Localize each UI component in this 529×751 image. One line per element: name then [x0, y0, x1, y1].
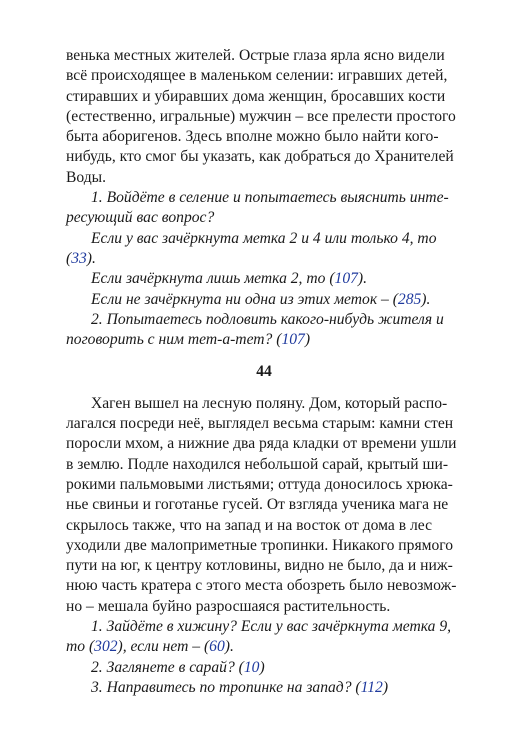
option-text: ), если нет – (	[117, 638, 210, 656]
section-line: нье свиньи и гоготанье гусей. От взгляда ученика мага не	[66, 496, 449, 514]
intro-line: нибудь, кто смог бы указать, как добраться до Хранителей	[66, 148, 454, 166]
option-a2: 2. Попытаетесь подловить какого-нибудь жителя и поговорить с ним тет-а-тет? (107)	[66, 310, 444, 349]
section-line: Хаген вышел на лесную поляну. Дом, который распо-	[91, 394, 448, 412]
section-line: нюю часть кратера с этого места обозреть было невозмож-	[66, 577, 457, 595]
section-line: уходили две малоприметные тропинки. Никакого прямого	[66, 536, 454, 554]
intro-line: (естественно, игральные) мужчин – все прелести простого	[66, 107, 456, 125]
option-text: Если у вас зачёркнута метка 2 и 4 или только 4, то	[91, 229, 437, 247]
option-a1	[66, 188, 462, 229]
section-number: 44	[256, 363, 272, 381]
section-line: рокими пальмовыми листьями; оттуда доносилось хрюка-	[66, 475, 453, 493]
section-link-60[interactable]: 60	[209, 638, 225, 656]
intro-line: стиравших и убиравших дома женщин, бросавших кости	[66, 87, 446, 105]
section-line: поросли мхом, а нижние два ряда кладки от времени ушли	[66, 435, 457, 453]
option-text: 3. Направитесь по тропинке на запад? (	[91, 678, 361, 696]
section-link-302[interactable]: 302	[94, 638, 118, 656]
option-a1-condition-3: Если не зачёркнута ни одна из этих меток – (285).	[91, 290, 431, 308]
option-text: поговорить с ним тет-а-тет? (	[66, 331, 282, 349]
section-line: лагался посреди неё, выглядел весьма старым: камни стен	[66, 415, 454, 433]
section-link-10[interactable]: 10	[243, 658, 260, 676]
section-link-285[interactable]: 285	[397, 290, 422, 308]
section-link-112[interactable]: 112	[360, 678, 383, 696]
section-line: скрылось также, что на запад и на восток от дома в лес	[66, 516, 432, 534]
intro-line: быта аборигенов. Здесь вполне можно было найти кого-	[66, 128, 439, 146]
section-paragraph	[66, 394, 462, 617]
intro-line: всё происходящее в маленьком селении: игравших детей,	[66, 67, 448, 85]
option-b3: 3. Направитесь по тропинке на запад? (112)	[91, 678, 389, 696]
intro-line: Воды.	[66, 168, 107, 186]
option-b1: 1. Зайдёте в хижину? Если у вас зачёркнута метка 9, то (302), если нет – (60).	[66, 618, 452, 656]
section-line: но – мешала буйно разросшаяся растительность.	[66, 597, 391, 615]
page-content	[66, 46, 462, 698]
section-link-107[interactable]: 107	[281, 331, 305, 349]
option-a1-condition-2: Если зачёркнута лишь метка 2, то (107).	[91, 270, 367, 288]
section-link-107[interactable]: 107	[334, 270, 358, 288]
intro-paragraph	[66, 46, 462, 188]
option-a1-condition-1: Если у вас зачёркнута метка 2 и 4 или только 4, то (33).	[66, 229, 437, 267]
option-text: 2. Заглянете в сарай? (	[91, 658, 244, 676]
section-line: в землю. Подле находился небольшой сарай, крытый ши-	[66, 455, 449, 473]
option-text: 1. Войдёте в селение и попытаетесь выяснить инте-	[91, 189, 449, 207]
option-text: 2. Попытаетесь подловить какого-нибудь жителя и	[91, 310, 444, 328]
option-text: то (	[66, 638, 95, 656]
option-b2: 2. Заглянете в сарай? (10)	[91, 658, 265, 676]
section-link-33[interactable]: 33	[71, 249, 87, 267]
option-text: 1. Зайдёте в хижину? Если у вас зачёркнута метка 9,	[91, 618, 452, 636]
intro-line: венька местных жителей. Острые глаза ярла ясно видели	[66, 47, 445, 64]
option-text: ресующий вас вопрос?	[66, 209, 215, 227]
section-line: пути на юг, к центру котловины, видно не было, да и ниж-	[66, 557, 453, 575]
option-text: Если не зачёркнута ни одна из этих меток – (	[91, 290, 398, 308]
option-text: Если зачёркнута лишь метка 2, то (	[91, 270, 335, 288]
